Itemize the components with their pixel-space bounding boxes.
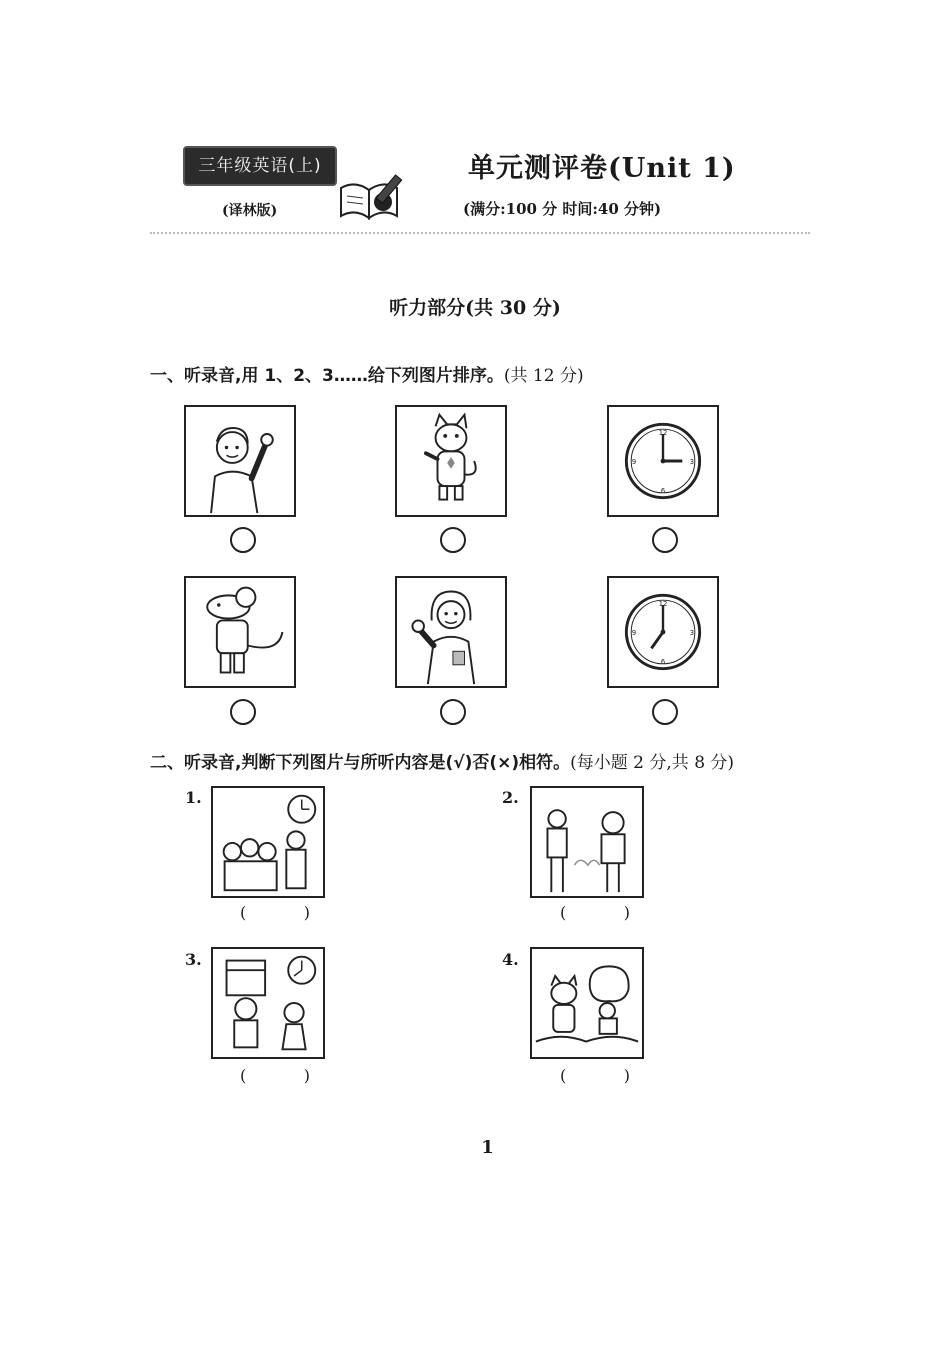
paren-close: ) (623, 903, 630, 922)
svg-text:3: 3 (689, 628, 695, 637)
svg-text:6: 6 (660, 657, 666, 666)
waving-woman-icon (395, 576, 507, 688)
part2-instruction-text: 二、听录音,判断下列图片与所听内容是(√)否(×)相符。 (150, 753, 571, 773)
svg-text:12: 12 (658, 599, 668, 608)
clock-eight-icon (607, 576, 719, 688)
mouse-icon (184, 576, 296, 688)
clock-three-icon (607, 405, 719, 517)
question-number: 2. (502, 788, 519, 807)
answer-circle[interactable] (440, 527, 466, 553)
svg-text:12: 12 (658, 428, 668, 437)
answer-parentheses[interactable] (560, 903, 630, 922)
answer-circle[interactable] (230, 699, 256, 725)
part1-points: (共 12 分) (503, 366, 584, 386)
part2-instruction (150, 748, 734, 773)
svg-text:3: 3 (689, 457, 695, 466)
answer-circle[interactable] (652, 527, 678, 553)
answer-parentheses[interactable] (240, 1066, 310, 1085)
waving-boy-icon (184, 405, 296, 517)
edition-label: (译林版) (222, 203, 278, 219)
scene-cat-and-friend (530, 947, 644, 1059)
answer-circle[interactable] (230, 527, 256, 553)
scene-class-greeting (211, 786, 325, 898)
paren-close: ) (303, 1066, 310, 1085)
scene-children-window (211, 947, 325, 1059)
answer-circle[interactable] (440, 699, 466, 725)
page-number: 1 (481, 1137, 494, 1158)
paren-open: ( (240, 1066, 247, 1085)
question-number: 4. (502, 950, 519, 969)
part2-points: (每小题 2 分,共 8 分) (570, 753, 735, 773)
grade-badge: 三年级英语(上) (183, 146, 337, 186)
question-number: 1. (185, 788, 202, 807)
svg-text:6: 6 (660, 486, 666, 495)
svg-text:9: 9 (631, 628, 637, 637)
book-pencil-icon (333, 170, 413, 222)
paren-open: ( (560, 1066, 567, 1085)
svg-text:9: 9 (631, 457, 637, 466)
answer-parentheses[interactable] (240, 903, 310, 922)
part1-instruction (150, 361, 584, 386)
answer-circle[interactable] (652, 699, 678, 725)
part1-instruction-text: 一、听录音,用 1、2、3……给下列图片排序。 (150, 366, 504, 386)
paren-open: ( (240, 903, 247, 922)
section-title: 听力部分(共 30 分) (389, 297, 561, 319)
paren-close: ) (623, 1066, 630, 1085)
page-title: 单元测评卷(Unit 1) (468, 153, 736, 184)
paren-open: ( (560, 903, 567, 922)
question-number: 3. (185, 950, 202, 969)
cat-icon (395, 405, 507, 517)
paren-close: ) (303, 903, 310, 922)
score-time-info: (满分:100 分 时间:40 分钟) (463, 200, 662, 218)
scene-two-people-greeting (530, 786, 644, 898)
header-divider (150, 232, 810, 234)
answer-parentheses[interactable] (560, 1066, 630, 1085)
